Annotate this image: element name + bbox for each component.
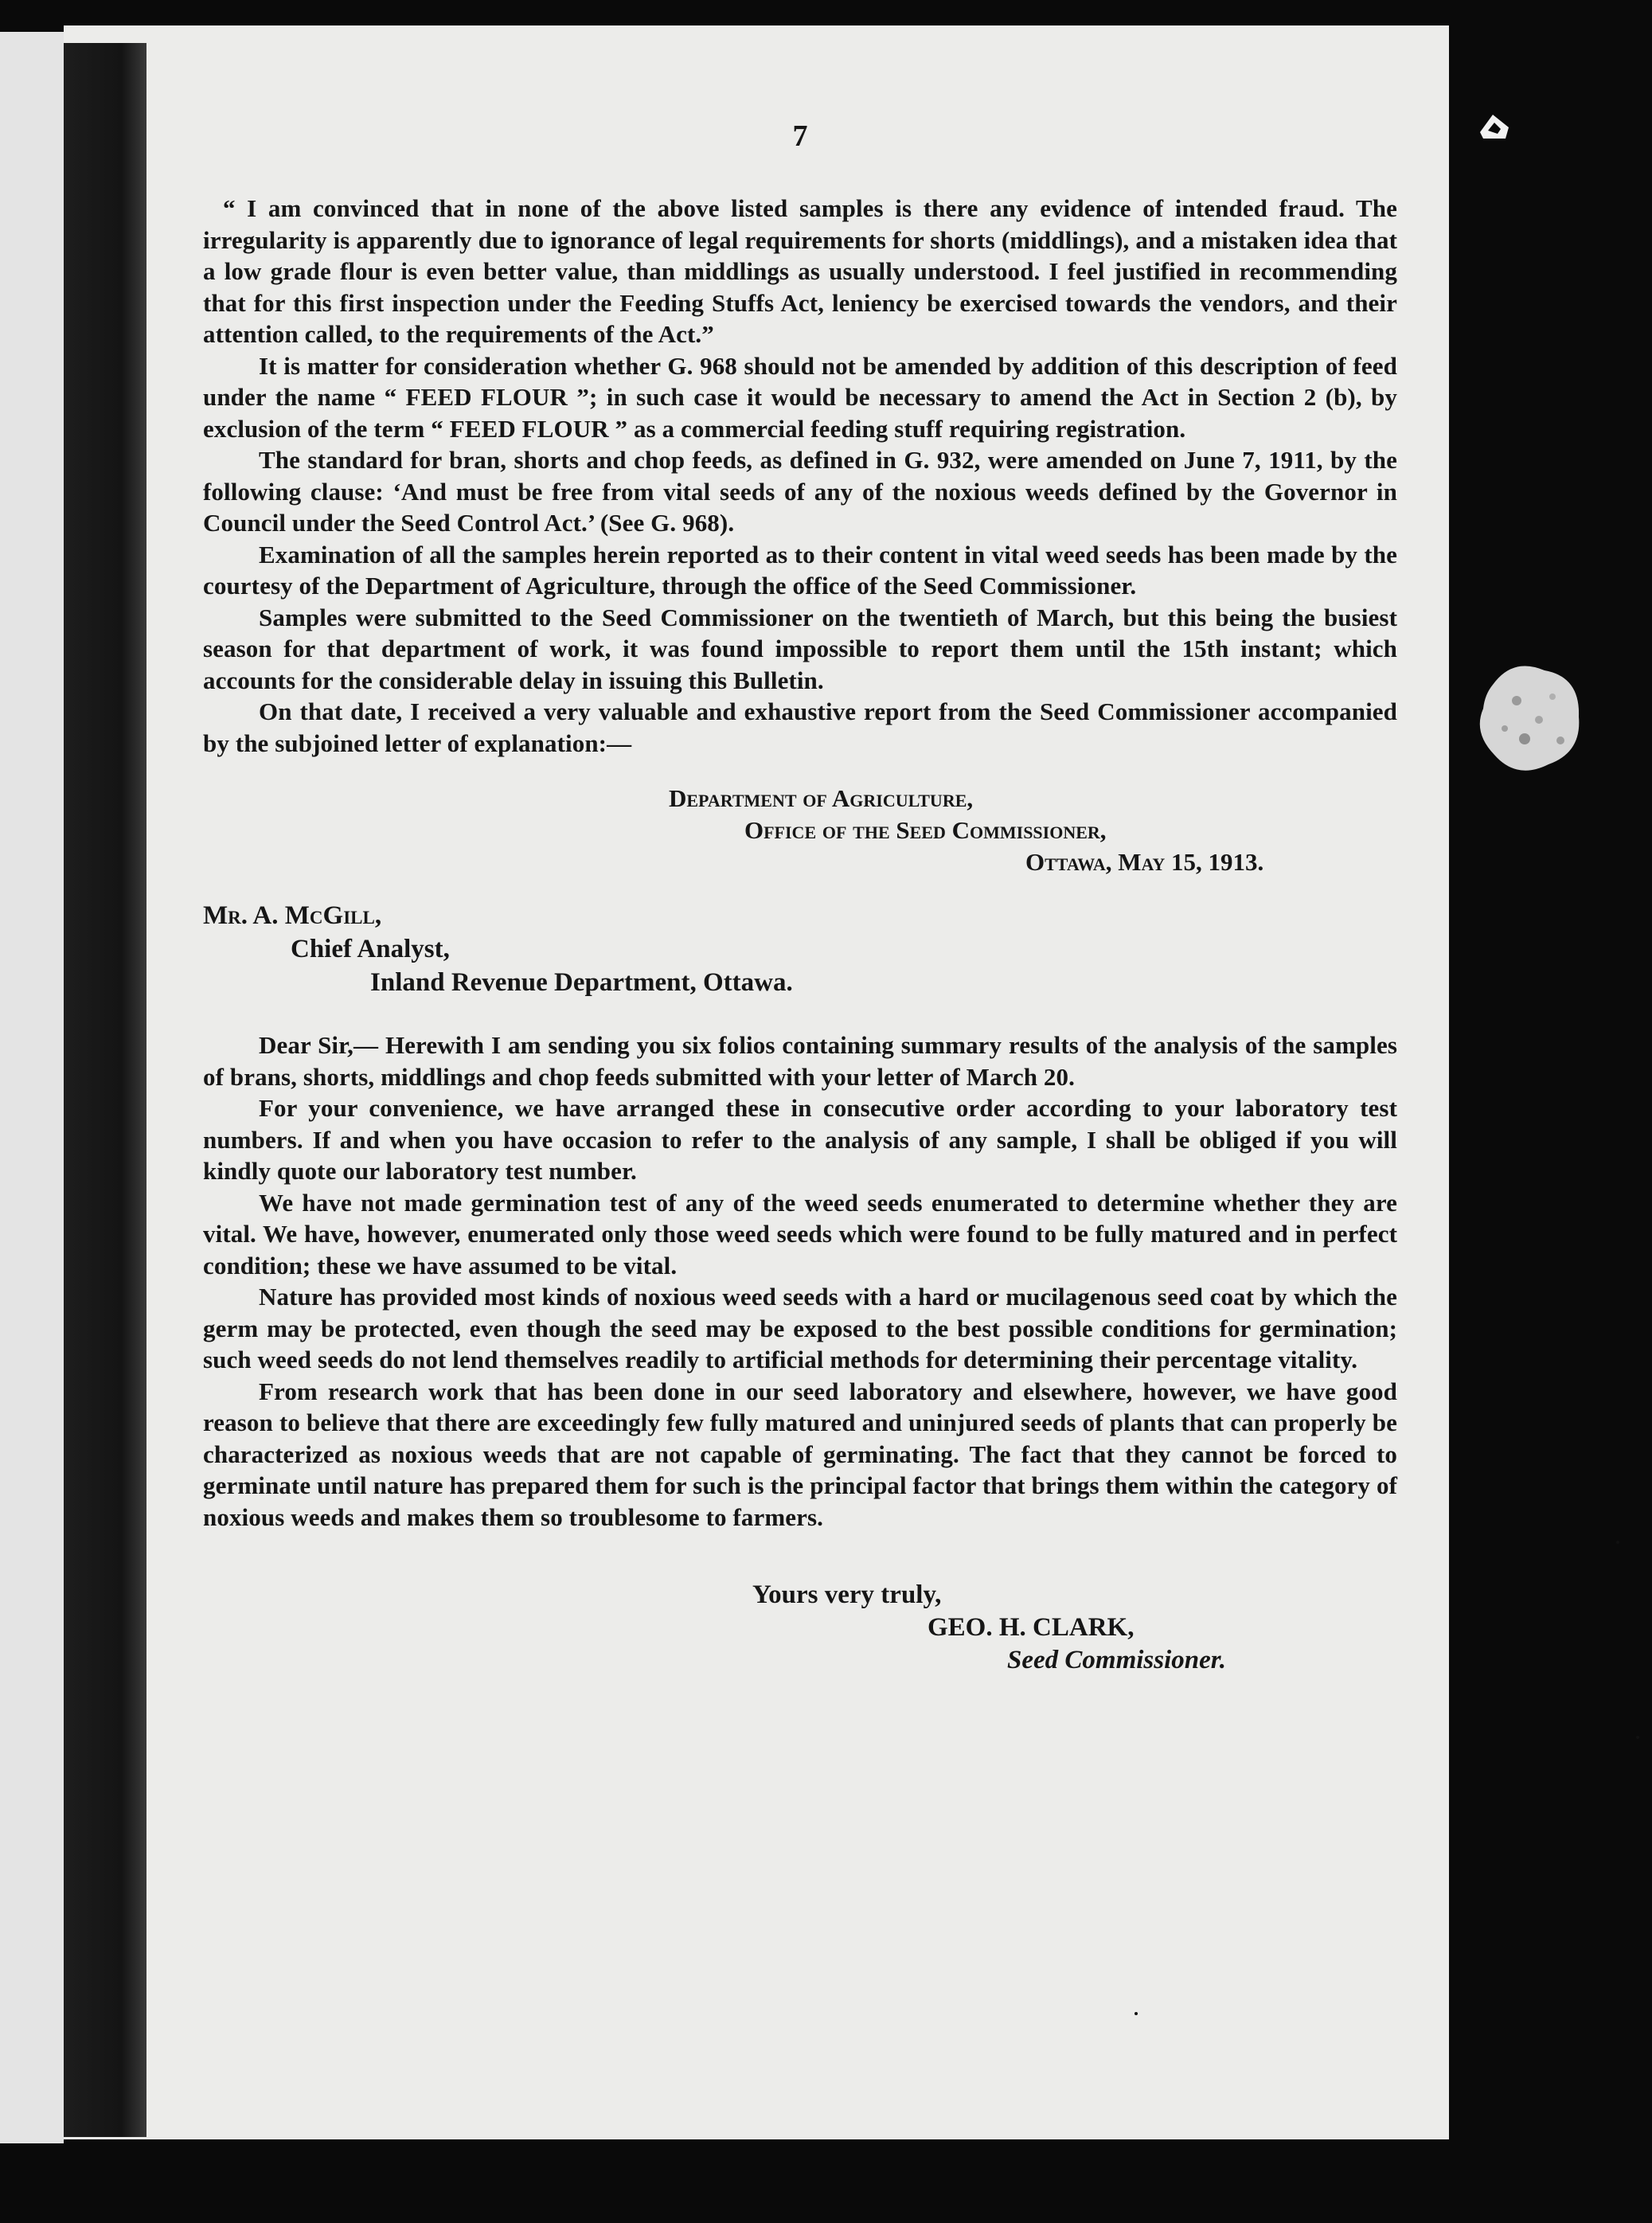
closing-role: Seed Commissioner. — [1007, 1646, 1227, 1674]
letter-paragraph-order: For your convenience, we have arranged these in consecutive order according to your laboratory test numbers. If and when you have occasion to refer to the analysis of any sample, I shall be obliged if you will kindly quote our laboratory test number. — [203, 1094, 1397, 1185]
paragraph-standard: The standard for bran, shorts and chop feeds, as defined in G. 932, were amended on June 7, 1911, by the following clause: ‘And must be free from vital seeds of any of the noxious weeds defined by the Governor in Council under the Seed Control Act.’ (See G. 968). — [203, 446, 1397, 537]
letter-closing — [203, 1579, 1397, 1677]
addressee-name: Mr. A. McGill, — [203, 901, 382, 930]
edge-speck — [1616, 1541, 1619, 1544]
paragraph-examination: Examination of all the samples herein reported as to their content in vital weed seeds has been made by the courtesy of the Department of Agriculture, through the office of the Seed Commissioner. — [203, 540, 1397, 600]
document-page — [64, 25, 1449, 2139]
letter-header-office: Office of the Seed Commissioner, — [744, 816, 1107, 844]
letter-header — [203, 783, 1397, 878]
letter-header-department: Department of Agriculture, — [669, 784, 974, 812]
edge-ornament-icon — [1477, 111, 1512, 142]
page-number: 7 — [792, 119, 808, 153]
letter-paragraph-research: From research work that has been done in our seed laboratory and elsewhere, however, we have good reason to believe that there are exceedingly few fully matured and uninjured seeds of plants that can properly be characterized as noxious weeds that are not capable of germinating. The fact that they cannot be forced to germinate until nature has prepared them for such is the principal factor that brings them within the category of noxious weeds and makes them so troublesome to farmers. — [203, 1377, 1397, 1531]
letter-paragraph-germination: We have not made germination test of any of the weed seeds enumerated to determine whether they are vital. We have, however, enumerated only those weed seeds which were found to be fully matured and in perfect condition; these we have assumed to be vital. — [203, 1188, 1397, 1279]
addressee-block — [203, 899, 1397, 999]
ink-speck — [1135, 2012, 1138, 2015]
edge-speck — [1636, 1736, 1639, 1739]
closing-signatory: GEO. H. CLARK, — [928, 1613, 1135, 1642]
binding-gutter — [64, 43, 146, 2137]
paragraph-samples: Samples were submitted to the Seed Commissioner on the twentieth of March, but this being the busiest season for that department of work, it was found impossible to report them until the 15th instant; which accounts for the considerable delay in issuing this Bulletin. — [203, 603, 1397, 694]
paper-damage-blot — [1469, 653, 1588, 780]
adjacent-page-strip — [0, 32, 64, 2143]
addressee-title: Chief Analyst, — [291, 935, 450, 963]
letter-paragraph-nature: Nature has provided most kinds of noxious weed seeds with a hard or mucilagenous seed coat by which the germ may be protected, even though the seed may be exposed to the best possible conditions for germination; such weed seeds do not lend themselves readily to artificial methods for determining their percentage vitality. — [203, 1283, 1397, 1373]
paragraph-feed-flour: It is matter for consideration whether G. 968 should not be amended by addition of this description of feed under the name “ FEED FLOUR ”; in such case it would be necessary to amend the Act in Section 2 (b), by exclusion of the term “ FEED FLOUR ” as a commercial feeding stuff requiring registration. — [203, 351, 1397, 443]
closing-salutation: Yours very truly, — [752, 1580, 942, 1609]
letter-header-place-date: Ottawa, May 15, 1913. — [1025, 848, 1264, 876]
letter-paragraph-salutation: Dear Sir,— Herewith I am sending you six folios containing summary results of the analysis of the samples of brans, shorts, middlings and chop feeds submitted with your letter of March 20. — [203, 1031, 1397, 1091]
page-text — [203, 121, 1397, 1677]
paragraph-report: On that date, I received a very valuable and exhaustive report from the Seed Commissioner accompanied by the subjoined letter of explanation:— — [203, 697, 1397, 757]
addressee-department: Inland Revenue Department, Ottawa. — [370, 968, 793, 997]
paragraph-quote: “ I am convinced that in none of the above listed samples is there any evidence of intended fraud. The irregularity is apparently due to ignorance of legal requirements for shorts (middlings), and a mistaken idea that a low grade flour is even better value, than middlings as usually understood. I feel justified in recommending that for this first inspection under the Feeding Stuffs Act, leniency be exercised towards the vendors, and their attention called, to the requirements of the Act.” — [203, 194, 1397, 348]
letter-body — [203, 1029, 1397, 1533]
